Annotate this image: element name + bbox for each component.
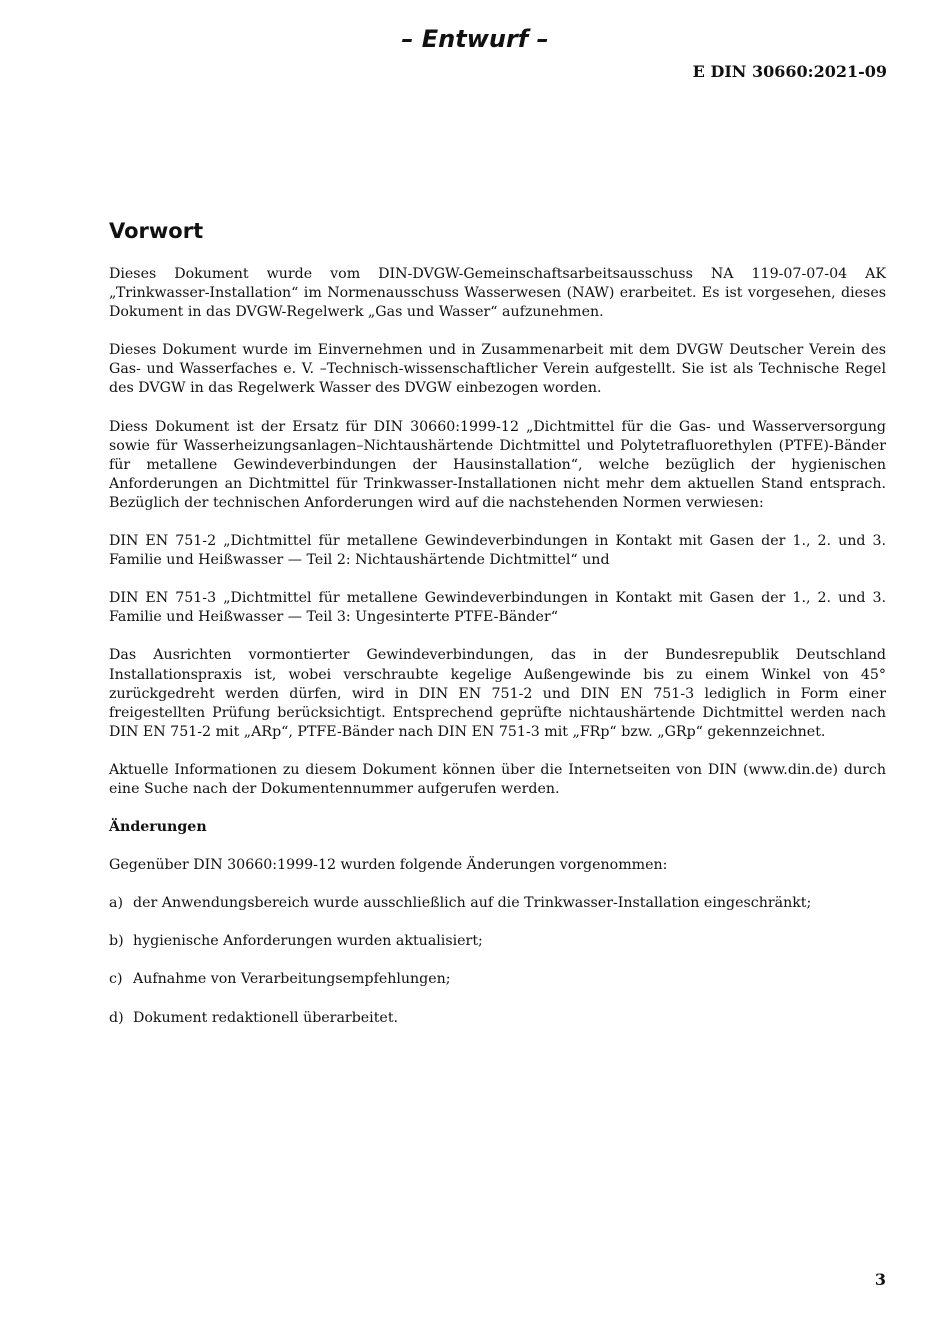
list-marker: b) — [109, 933, 124, 950]
draft-banner: – Entwurf – — [401, 25, 549, 53]
list-item-text: hygienische Anforderungen wurden aktualisiert; — [133, 933, 483, 950]
change-list-item — [109, 970, 886, 989]
document-id: E DIN 30660:2021-09 — [692, 62, 887, 81]
referenced-standard: DIN EN 751-3 „Dichtmittel für metallene Gewindeverbindungen in Kontakt mit Gasen der 1., 2. und 3. Familie und Heißwasser — Teil 3: Ungesinterte PTFE-Bänder“ — [109, 590, 886, 626]
page-content — [109, 216, 886, 1047]
change-list-item — [109, 932, 886, 951]
list-item-text: Dokument redaktionell überarbeitet. — [133, 1009, 399, 1026]
foreword-paragraph: Dieses Dokument wurde im Einvernehmen und in Zusammenarbeit mit dem DVGW Deutscher Verein des Gas- und Wasserfaches e. V. –Technisch-wissenschaftlicher Verein aufgestellt. Sie ist als Technische Regel des DVGW in das Regelwerk Wasser des DVGW einbezogen worden. — [109, 342, 886, 397]
list-marker: d) — [109, 1009, 124, 1026]
foreword-paragraph: Diess Dokument ist der Ersatz für DIN 30660:1999-12 „Dichtmittel für die Gas- und Wasserversorgung sowie für Wasserheizungsanlagen–Nichtaushärtende Dichtmittel und Polytetrafluorethylen (PTFE)-Bänder für metallene Gewindeverbindungen der Hausinstallation“, welche bezüglich der hygienischen Anforderungen an Dichtmittel für Trinkwasser-Installationen nicht mehr dem aktuellen Stand entsprach. Bezüglich der technischen Anforderungen wird auf die nachstehenden Normen verwiesen: — [109, 418, 886, 511]
foreword-paragraph: Das Ausrichten vormontierter Gewindeverbindungen, das in der Bundesrepublik Deutschland Installationspraxis ist, wobei verschraubte kegelige Außengewinde bis zu einem Winkel von 45° zurückgedreht werden dürfen, wird in DIN EN 751-2 und DIN EN 751-3 lediglich in Form einer freigestellten Prüfung berücksichtigt. Entsprechend geprüfte nichtaushärtende Dichtmittel werden nach DIN EN 751-2 mit „ARp“, PTFE-Bänder nach DIN EN 751-3 mit „FRp“ bzw. „GRp“ gekennzeichnet. — [109, 647, 886, 740]
list-item-text: der Anwendungsbereich wurde ausschließlich auf die Trinkwasser-Installation eingeschränkt; — [133, 895, 812, 912]
change-list-item — [109, 894, 886, 913]
foreword-heading: Vorwort — [109, 219, 204, 243]
changes-intro: Gegenüber DIN 30660:1999-12 wurden folgende Änderungen vorgenommen: — [109, 857, 668, 874]
page-number: 3 — [874, 1270, 886, 1289]
list-item-text: Aufnahme von Verarbeitungsempfehlungen; — [133, 971, 451, 988]
list-marker: a) — [109, 895, 123, 912]
referenced-standard: DIN EN 751-2 „Dichtmittel für metallene Gewindeverbindungen in Kontakt mit Gasen der 1., 2. und 3. Familie und Heißwasser — Teil 2: Nichtaushärtende Dichtmittel“ und — [109, 533, 886, 569]
list-marker: c) — [109, 971, 123, 988]
foreword-paragraph: Aktuelle Informationen zu diesem Dokument können über die Internetseiten von DIN (www.din.de) durch eine Suche nach der Dokumentennummer aufgerufen werden. — [109, 761, 886, 797]
changes-heading: Änderungen — [109, 819, 207, 836]
change-list-item — [109, 1009, 886, 1028]
foreword-paragraph: Dieses Dokument wurde vom DIN-DVGW-Gemeinschaftsarbeitsausschuss NA 119-07-07-04 AK „Trinkwasser-Installation“ im Normenausschuss Wasserwesen (NAW) erarbeitet. Es ist vorgesehen, dieses Dokument in das DVGW-Regelwerk „Gas und Wasser“ aufzunehmen. — [109, 266, 886, 321]
